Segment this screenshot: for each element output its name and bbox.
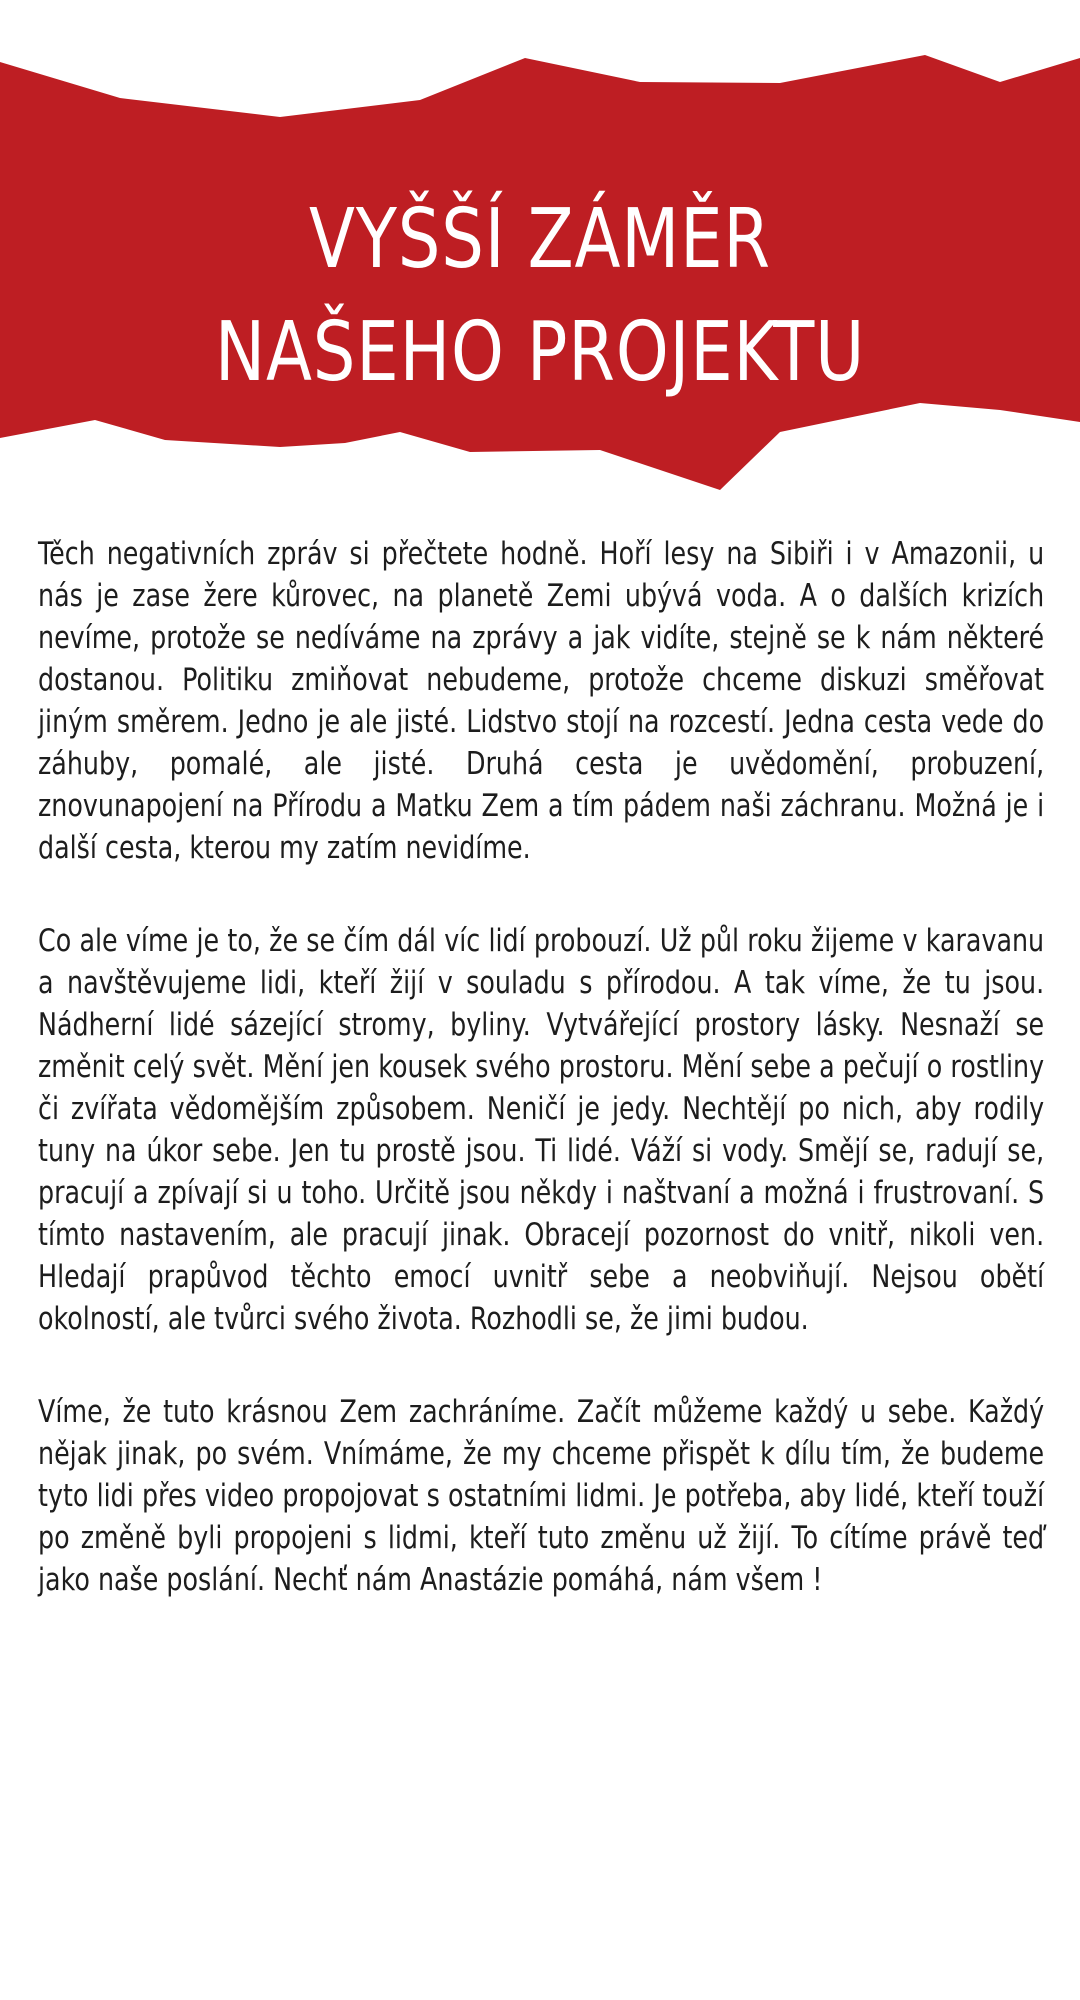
title-line-2: NAŠEHO PROJEKTU xyxy=(214,305,866,400)
paragraph-1-text: Těch negativních zpráv si přečtete hodně. Hoří lesy na Sibiři i v Amazonii, u nás je zase žere kůrovec, na planetě Zemi ubývá voda. A o dalších krizích nevíme, protože se nedíváme na zprávy a jak vidíte, stejně se k nám některé dostanou. Politiku zmiňovat nebudeme, protože chceme diskuzi směřovat jiným směrem. Jedno je ale jisté. Lidstvo stojí na rozcestí. Jedna cesta vede do záhuby, pomalé, ale jisté. Druhá cesta je uvědomění, probuzení, znovunapojení na Přírodu a Matku Zem a tím pádem naši záchranu. Možná je i další cesta, kterou my zatím nevidíme. xyxy=(38,536,1045,866)
paragraph-2 xyxy=(38,920,1044,1340)
paragraph-3-text: Víme, že tuto krásnou Zem zachráníme. Začít můžeme každý u sebe. Každý nějak jinak, po svém. Vnímáme, že my chceme přispět k dílu tím, že budeme tyto lidi přes video propojovat s ostatními lidmi. Je potřeba, aby lidé, kteří touží po změně byli propojeni s lidmi, kteří tuto změnu už žijí. To cítíme právě teď jako naše poslání. Nechť nám Anastázie pomáhá, nám všem ! xyxy=(38,1394,1045,1598)
title-line-1: VYŠŠÍ ZÁMĚR xyxy=(309,192,771,287)
paragraph-3 xyxy=(38,1391,1044,1601)
page-title xyxy=(97,183,983,409)
header-banner xyxy=(0,0,1080,500)
paragraph-2-text: Co ale víme je to, že se čím dál víc lidí probouzí. Už půl roku žijeme v karavanu a navštěvujeme lidi, kteří žijí v souladu s přírodou. A tak víme, že tu jsou. Nádherní lidé sázející stromy, byliny. Vytvářející prostory lásky. Nesnaží se změnit celý svět. Mění jen kousek svého prostoru. Mění sebe a pečují o rostliny či zvířata vědomějším způsobem. Neničí je jedy. Nechtějí po nich, aby rodily tuny na úkor sebe. Jen tu prostě jsou. Ti lidé. Váží si vody. Smějí se, radují se, pracují a zpívají si u toho. Určitě jsou někdy i naštvaní a možná i frustrovaní. S tímto nastavením, ale pracují jinak. Obracejí pozornost do vnitř, nikoli ven. Hledají prapůvod těchto emocí uvnitř sebe a neobviňují. Nejsou obětí okolností, ale tvůrci svého života. Rozhodli se, že jimi budou. xyxy=(38,923,1045,1337)
article-body xyxy=(38,533,1044,1652)
paragraph-1 xyxy=(38,533,1044,869)
